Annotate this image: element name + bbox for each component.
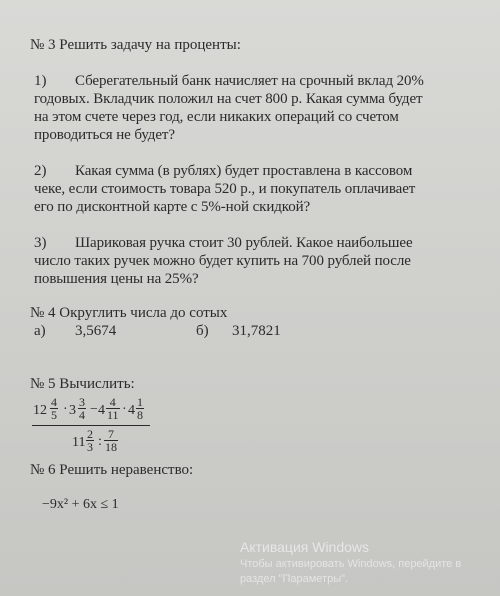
num-fraction-4: $\frac{1}{8}$ [137, 395, 143, 422]
problem1-line3: на этом счете через год, если никаких операций со счетом [34, 109, 399, 125]
num-fraction-2: $\frac{3}{4}$ [79, 395, 85, 422]
inequality-expression: −9x² + 6x ≤ 1 [42, 497, 119, 512]
round-b-label: б) [196, 323, 209, 339]
problem3-line1: Шариковая ручка стоит 30 рублей. Какое наибольшее [75, 235, 413, 251]
num-fraction-1: $\frac{4}{5}$ [51, 395, 57, 422]
problem1-line2: годовых. Вкладчик положил на счет 800 р. Какая сумма будет [34, 91, 423, 107]
problem2-line1: Какая сумма (в рублях) будет проставлена в кассовом [75, 163, 413, 179]
task3-heading: № 3 Решить задачу на проценты: [30, 37, 241, 53]
problem3-number: 3) [34, 235, 47, 251]
round-b-value: 31,7821 [232, 323, 281, 339]
problem1-line4: проводиться не будет? [34, 127, 175, 143]
num-whole-3: 4 [98, 403, 105, 418]
num-fraction-3: $\frac{4}{11}$ [107, 395, 119, 422]
main-fraction-bar [32, 425, 150, 426]
task4-heading: № 4 Округлить числа до сотых [30, 305, 228, 321]
problem2-number: 2) [34, 163, 47, 179]
den-fraction-2: $\frac{7}{18}$ [105, 427, 117, 454]
task6-heading: № 6 Решить неравенство: [30, 462, 194, 478]
problem1-number: 1) [34, 73, 47, 89]
den-whole-1: 11 [72, 435, 86, 450]
num-whole-2: 3 [69, 403, 76, 418]
task5-heading: № 5 Вычислить: [30, 376, 135, 392]
problem3-line3: повышения цены на 25%? [34, 271, 199, 287]
problem1-line1: Сберегательный банк начисляет на срочный вклад 20% [75, 73, 424, 89]
windows-activation-line1: Чтобы активировать Windows, перейдите в [240, 558, 462, 570]
num-dot-1: · [63, 402, 68, 417]
problem3-line2: число таких ручек можно будет купить на 700 рублей после [34, 253, 411, 269]
problem2-line3: его по дисконтной карте с 5%-ной скидкой? [34, 199, 311, 215]
windows-activation-line2: раздел "Параметры". [240, 573, 349, 585]
problem2-line2: чеке, если стоимость товара 520 р., и покупатель оплачивает [34, 181, 416, 197]
den-fraction-1: $\frac{2}{3}$ [87, 427, 93, 454]
num-minus: − [90, 402, 98, 417]
num-whole-1: 12 [33, 403, 47, 418]
den-colon: : [98, 434, 102, 449]
num-whole-4: 4 [128, 403, 135, 418]
round-a-value: 3,5674 [75, 323, 117, 339]
round-a-label: а) [34, 323, 46, 339]
num-dot-2: · [122, 402, 127, 417]
windows-activation-title: Активация Windows [240, 539, 370, 555]
